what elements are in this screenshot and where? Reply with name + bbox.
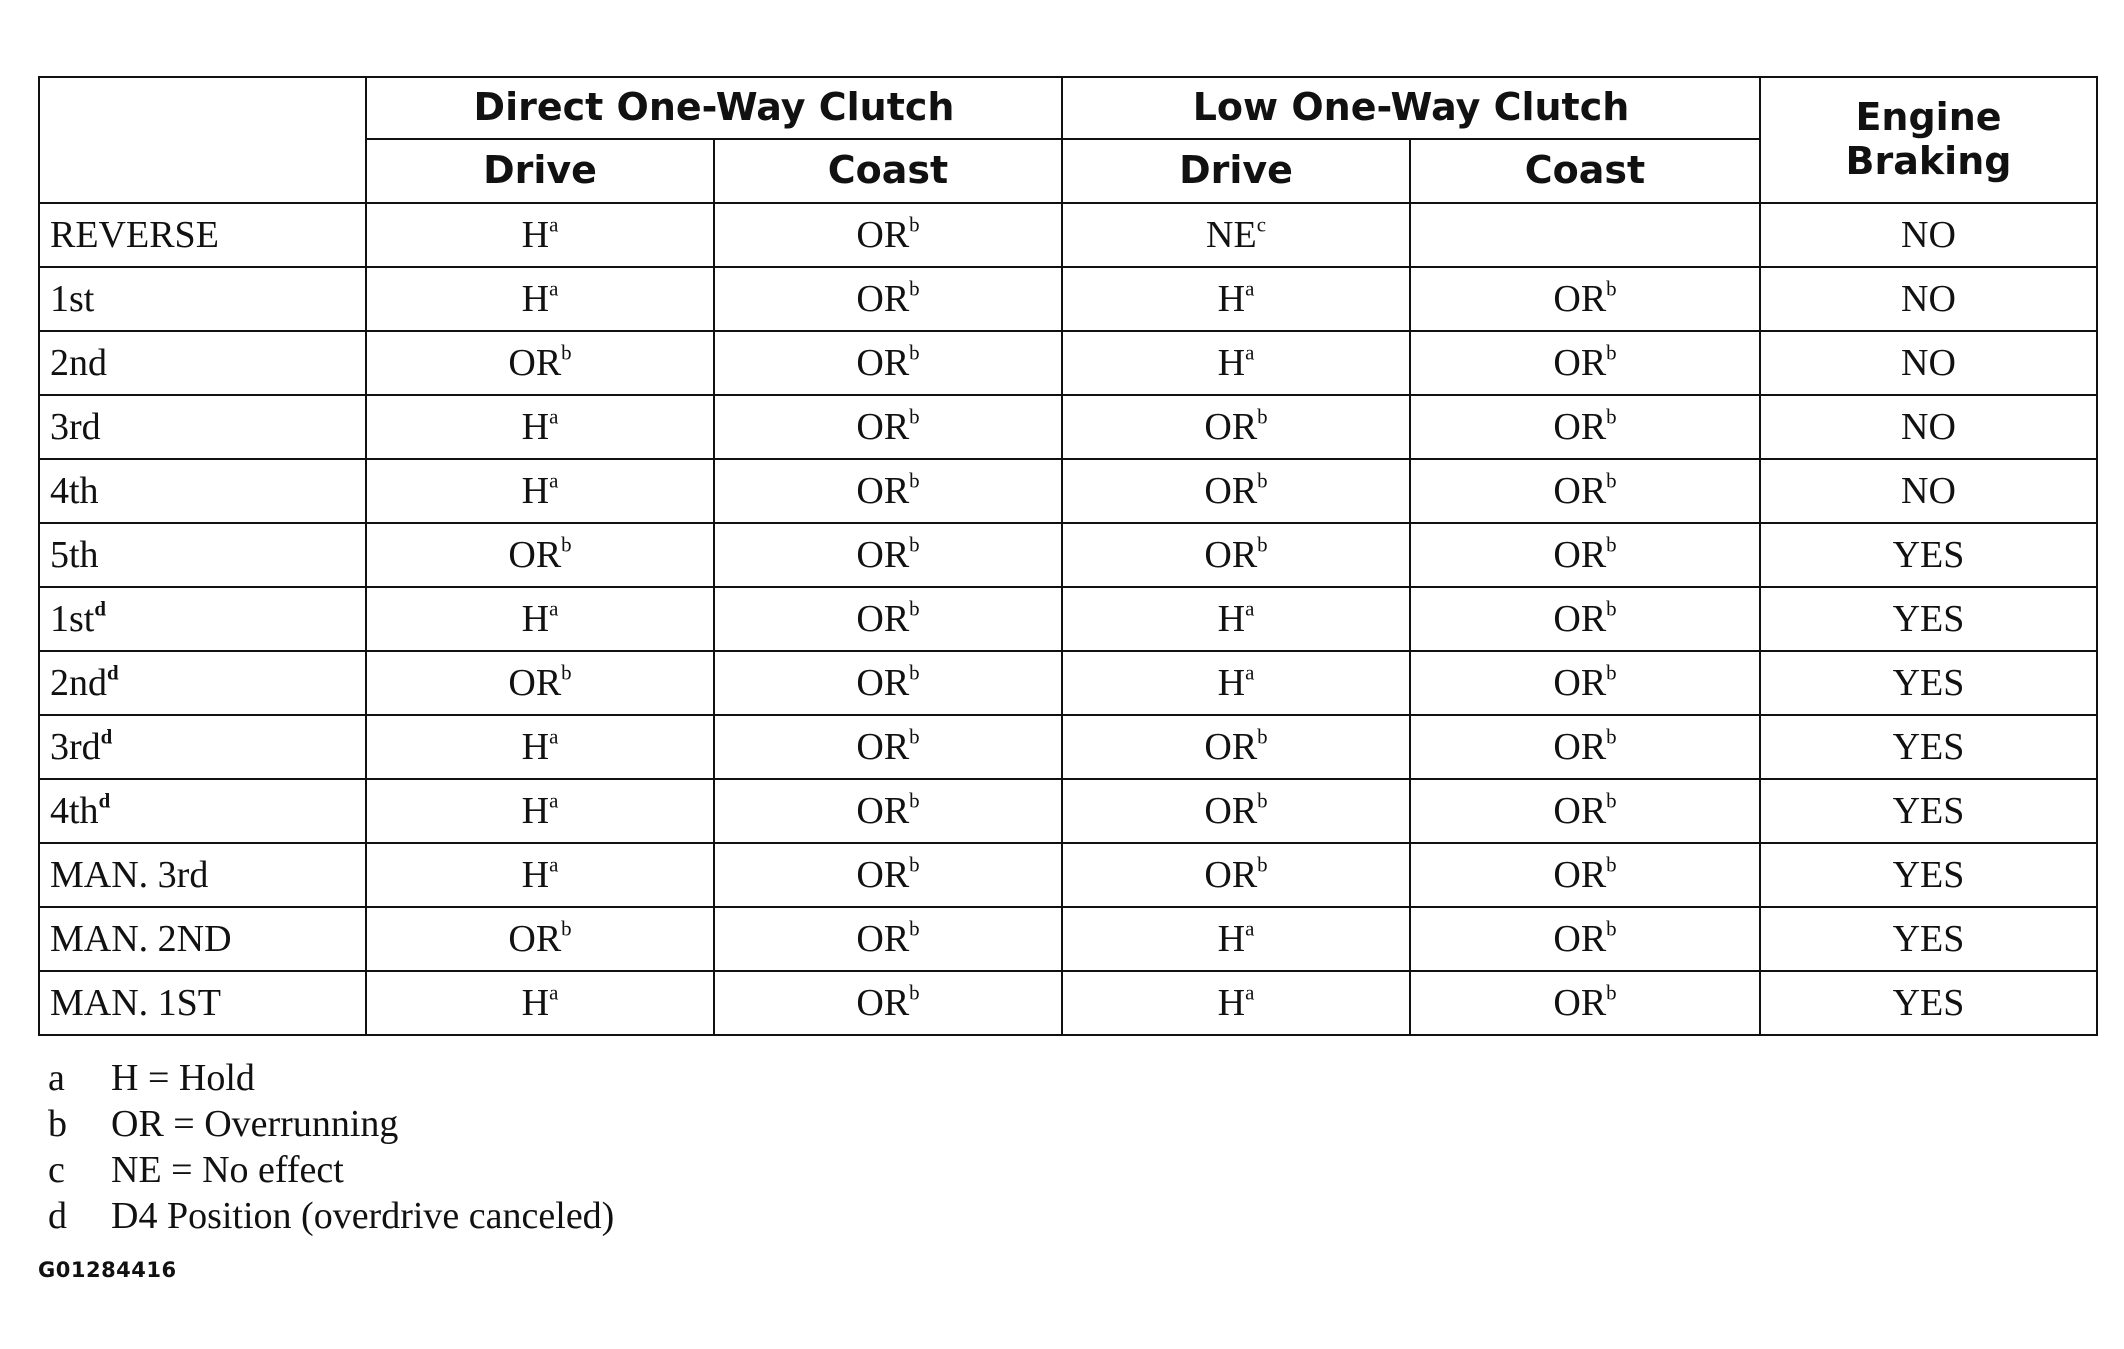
row-label-value: 4th: [50, 790, 99, 832]
footnote-marker: b: [909, 468, 920, 493]
low-coast-cell: [1410, 395, 1760, 459]
engine-braking-cell: [1760, 459, 2097, 523]
low-coast-cell: [1410, 971, 1760, 1035]
footnote-marker: d: [107, 660, 119, 685]
header-direct-coast: Coast: [714, 139, 1062, 203]
footnote-marker: a: [549, 468, 559, 493]
direct-drive-value: H: [521, 726, 550, 768]
low-coast-value: OR: [1553, 982, 1607, 1024]
row-label-cell: [39, 459, 366, 523]
header-low-coast: Coast: [1410, 139, 1760, 203]
engine-braking-cell: [1760, 587, 2097, 651]
footnote-marker: b: [1606, 340, 1617, 365]
legend-key: d: [48, 1195, 67, 1237]
low-drive-value: NE: [1206, 214, 1257, 256]
footnote-marker: a: [549, 724, 559, 749]
low-drive-cell: [1062, 267, 1410, 331]
low-drive-cell: [1062, 779, 1410, 843]
row-label-value: 4th: [50, 470, 99, 512]
row-label-cell: [39, 779, 366, 843]
row-label-cell: [39, 267, 366, 331]
engine-braking-cell: [1760, 331, 2097, 395]
engine-braking-value: NO: [1901, 278, 1956, 320]
row-label-value: 1st: [50, 598, 95, 640]
direct-drive-value: OR: [508, 662, 562, 704]
footnote-marker: b: [561, 532, 572, 557]
low-drive-cell: [1062, 843, 1410, 907]
direct-drive-cell: [366, 587, 714, 651]
low-drive-value: H: [1217, 982, 1246, 1024]
footnote-marker: a: [1245, 276, 1255, 301]
table-row: [39, 587, 2097, 651]
engine-braking-value: NO: [1901, 470, 1956, 512]
low-coast-cell: [1410, 523, 1760, 587]
footnote-marker: a: [549, 980, 559, 1005]
legend-item: [48, 1101, 614, 1147]
direct-drive-cell: [366, 651, 714, 715]
row-label-value: 3rd: [50, 406, 101, 448]
footnote-marker: b: [909, 724, 920, 749]
direct-drive-cell: [366, 395, 714, 459]
direct-coast-cell: [714, 331, 1062, 395]
direct-coast-cell: [714, 907, 1062, 971]
engine-braking-value: NO: [1901, 406, 1956, 448]
low-drive-cell: [1062, 331, 1410, 395]
direct-coast-cell: [714, 779, 1062, 843]
footnote-marker: b: [909, 276, 920, 301]
row-label-value: MAN. 1ST: [50, 982, 222, 1024]
row-label-value: MAN. 2ND: [50, 918, 232, 960]
low-coast-value: OR: [1553, 598, 1607, 640]
low-coast-cell: [1410, 715, 1760, 779]
direct-coast-cell: [714, 267, 1062, 331]
low-drive-value: H: [1217, 342, 1246, 384]
low-coast-value: OR: [1553, 342, 1607, 384]
footnote-marker: b: [1606, 276, 1617, 301]
row-label-value: MAN. 3rd: [50, 854, 209, 896]
low-drive-value: OR: [1204, 790, 1258, 832]
footnote-marker: a: [1245, 596, 1255, 621]
engine-braking-cell: [1760, 523, 2097, 587]
footnote-marker: d: [100, 724, 113, 749]
footnote-marker: a: [549, 276, 559, 301]
direct-drive-value: H: [521, 790, 550, 832]
engine-braking-value: YES: [1892, 918, 1965, 960]
table-row: [39, 971, 2097, 1035]
direct-drive-cell: [366, 267, 714, 331]
footnote-marker: b: [909, 788, 920, 813]
engine-braking-cell: [1760, 715, 2097, 779]
header-engine-braking-line1: Engine: [1855, 95, 2002, 140]
footnote-marker: b: [909, 852, 920, 877]
table-row: [39, 459, 2097, 523]
direct-drive-cell: [366, 459, 714, 523]
figure-id: G01284416: [38, 1258, 177, 1282]
low-drive-cell: [1062, 395, 1410, 459]
footnote-marker: a: [1245, 980, 1255, 1005]
direct-drive-value: H: [521, 470, 550, 512]
direct-coast-value: OR: [856, 662, 910, 704]
table-row: [39, 651, 2097, 715]
direct-coast-value: OR: [856, 534, 910, 576]
engine-braking-cell: [1760, 651, 2097, 715]
low-drive-cell: [1062, 459, 1410, 523]
direct-coast-cell: [714, 523, 1062, 587]
footnote-marker: b: [1257, 532, 1268, 557]
row-label-value: 2nd: [50, 342, 107, 384]
engine-braking-cell: [1760, 843, 2097, 907]
low-drive-value: H: [1217, 278, 1246, 320]
engine-braking-value: YES: [1892, 726, 1965, 768]
footnote-marker: b: [1606, 532, 1617, 557]
table-row: [39, 715, 2097, 779]
footnote-marker: b: [1606, 788, 1617, 813]
footnote-marker: b: [909, 980, 920, 1005]
low-drive-value: H: [1217, 662, 1246, 704]
engine-braking-value: YES: [1892, 854, 1965, 896]
row-label-value: 3rd: [50, 726, 101, 768]
footnote-marker: b: [1257, 404, 1268, 429]
low-coast-cell: [1410, 267, 1760, 331]
footnote-marker: b: [909, 532, 920, 557]
header-engine-braking: [1760, 77, 2097, 203]
header-engine-braking-line2: Braking: [1845, 139, 2012, 183]
legend-text: OR = Overrunning: [111, 1103, 399, 1145]
engine-braking-cell: [1760, 203, 2097, 267]
row-label-value: REVERSE: [50, 214, 219, 256]
low-drive-value: OR: [1204, 406, 1258, 448]
engine-braking-cell: [1760, 971, 2097, 1035]
legend-key: b: [48, 1103, 67, 1145]
footnote-marker: b: [1606, 660, 1617, 685]
table-row: [39, 267, 2097, 331]
engine-braking-cell: [1760, 779, 2097, 843]
header-direct-one-way-clutch: Direct One-Way Clutch: [366, 77, 1062, 139]
direct-coast-value: OR: [856, 598, 910, 640]
table-body: [39, 203, 2097, 1035]
low-coast-value: OR: [1553, 662, 1607, 704]
clutch-engagement-table: [38, 76, 2098, 1036]
low-coast-value: OR: [1553, 790, 1607, 832]
direct-drive-value: OR: [508, 918, 562, 960]
footnote-marker: b: [561, 340, 572, 365]
footnote-marker: a: [549, 852, 559, 877]
low-drive-value: OR: [1204, 854, 1258, 896]
engine-braking-cell: [1760, 395, 2097, 459]
footnote-marker: b: [909, 916, 920, 941]
low-drive-value: OR: [1204, 470, 1258, 512]
table-row: [39, 843, 2097, 907]
footnote-marker: b: [561, 916, 572, 941]
footnote-marker: b: [909, 212, 920, 237]
header-low-drive: Drive: [1062, 139, 1410, 203]
table-row: [39, 395, 2097, 459]
engine-braking-value: NO: [1901, 342, 1956, 384]
corner-blank-cell: [39, 77, 366, 203]
direct-coast-cell: [714, 203, 1062, 267]
engine-braking-value: NO: [1901, 214, 1956, 256]
row-label-cell: [39, 907, 366, 971]
direct-coast-cell: [714, 843, 1062, 907]
footnote-marker: c: [1256, 212, 1266, 237]
footnote-marker: a: [1245, 916, 1255, 941]
engine-braking-cell: [1760, 267, 2097, 331]
direct-coast-cell: [714, 587, 1062, 651]
low-drive-value: H: [1217, 598, 1246, 640]
direct-drive-cell: [366, 971, 714, 1035]
row-label-cell: [39, 331, 366, 395]
low-coast-value: OR: [1553, 854, 1607, 896]
low-coast-cell: [1410, 779, 1760, 843]
direct-coast-value: OR: [856, 790, 910, 832]
row-label-cell: [39, 651, 366, 715]
row-label-cell: [39, 203, 366, 267]
low-coast-cell: [1410, 907, 1760, 971]
footnote-marker: a: [549, 596, 559, 621]
row-label-cell: [39, 395, 366, 459]
row-label-value: 5th: [50, 534, 99, 576]
table-row: [39, 203, 2097, 267]
legend-item: [48, 1055, 614, 1101]
low-coast-value: OR: [1553, 278, 1607, 320]
direct-drive-cell: [366, 331, 714, 395]
footnote-marker: b: [1606, 980, 1617, 1005]
direct-drive-value: H: [521, 406, 550, 448]
engine-braking-value: YES: [1892, 982, 1965, 1024]
row-label-value: 2nd: [50, 662, 107, 704]
direct-drive-value: OR: [508, 342, 562, 384]
footnote-marker: b: [1257, 724, 1268, 749]
footnote-marker: a: [1245, 340, 1255, 365]
footnote-marker: b: [909, 340, 920, 365]
row-label-cell: [39, 971, 366, 1035]
low-coast-cell: [1410, 843, 1760, 907]
footnote-marker: b: [561, 660, 572, 685]
footnote-marker: a: [549, 404, 559, 429]
direct-coast-value: OR: [856, 278, 910, 320]
header-direct-drive: Drive: [366, 139, 714, 203]
footnote-marker: a: [549, 212, 559, 237]
row-label-value: 1st: [50, 278, 95, 320]
low-coast-cell: [1410, 331, 1760, 395]
legend-text: D4 Position (overdrive canceled): [111, 1195, 615, 1237]
direct-coast-value: OR: [856, 342, 910, 384]
direct-drive-value: H: [521, 278, 550, 320]
low-drive-value: H: [1217, 918, 1246, 960]
low-drive-cell: [1062, 907, 1410, 971]
footnote-marker: b: [1606, 916, 1617, 941]
footnote-marker: a: [549, 788, 559, 813]
legend-text: H = Hold: [111, 1057, 255, 1099]
direct-drive-cell: [366, 907, 714, 971]
direct-drive-cell: [366, 203, 714, 267]
direct-coast-cell: [714, 395, 1062, 459]
direct-drive-value: H: [521, 598, 550, 640]
low-coast-value: OR: [1553, 406, 1607, 448]
table-row: [39, 779, 2097, 843]
engine-braking-value: YES: [1892, 662, 1965, 704]
direct-drive-value: OR: [508, 534, 562, 576]
low-coast-value: OR: [1553, 470, 1607, 512]
legend: [48, 1055, 614, 1239]
direct-drive-value: H: [521, 854, 550, 896]
footnote-marker: b: [1606, 404, 1617, 429]
footnote-marker: b: [1257, 852, 1268, 877]
footnote-marker: b: [909, 596, 920, 621]
low-coast-cell: [1410, 651, 1760, 715]
row-label-cell: [39, 587, 366, 651]
low-drive-value: OR: [1204, 726, 1258, 768]
legend-item: [48, 1147, 614, 1193]
direct-coast-cell: [714, 715, 1062, 779]
direct-coast-value: OR: [856, 726, 910, 768]
low-drive-cell: [1062, 715, 1410, 779]
direct-coast-cell: [714, 651, 1062, 715]
footnote-marker: b: [1606, 596, 1617, 621]
row-label-cell: [39, 843, 366, 907]
engine-braking-value: YES: [1892, 534, 1965, 576]
low-coast-cell: [1410, 587, 1760, 651]
legend-item: [48, 1193, 614, 1239]
low-drive-value: OR: [1204, 534, 1258, 576]
direct-coast-value: OR: [856, 214, 910, 256]
direct-drive-value: H: [521, 982, 550, 1024]
low-drive-cell: [1062, 651, 1410, 715]
direct-drive-cell: [366, 843, 714, 907]
low-drive-cell: [1062, 523, 1410, 587]
low-drive-cell: [1062, 203, 1410, 267]
footnote-marker: d: [94, 596, 106, 621]
direct-drive-cell: [366, 715, 714, 779]
table-row: [39, 523, 2097, 587]
footnote-marker: b: [909, 404, 920, 429]
low-coast-value: OR: [1553, 534, 1607, 576]
direct-drive-cell: [366, 523, 714, 587]
footnote-marker: b: [1257, 468, 1268, 493]
footnote-marker: b: [1606, 724, 1617, 749]
direct-coast-value: OR: [856, 406, 910, 448]
footnote-marker: b: [1606, 852, 1617, 877]
direct-coast-cell: [714, 971, 1062, 1035]
table-row: [39, 907, 2097, 971]
direct-coast-value: OR: [856, 470, 910, 512]
engine-braking-cell: [1760, 907, 2097, 971]
low-coast-cell: [1410, 459, 1760, 523]
low-coast-cell: [1410, 203, 1760, 267]
direct-coast-value: OR: [856, 854, 910, 896]
row-label-cell: [39, 715, 366, 779]
low-drive-cell: [1062, 971, 1410, 1035]
low-coast-value: OR: [1553, 726, 1607, 768]
footnote-marker: d: [98, 788, 111, 813]
footnote-marker: b: [909, 660, 920, 685]
direct-coast-value: OR: [856, 982, 910, 1024]
engine-braking-value: YES: [1892, 598, 1965, 640]
direct-coast-cell: [714, 459, 1062, 523]
low-drive-cell: [1062, 587, 1410, 651]
footnote-marker: a: [1245, 660, 1255, 685]
direct-drive-value: H: [521, 214, 550, 256]
legend-key: c: [48, 1149, 65, 1191]
row-label-cell: [39, 523, 366, 587]
engine-braking-value: YES: [1892, 790, 1965, 832]
footnote-marker: b: [1606, 468, 1617, 493]
legend-text: NE = No effect: [111, 1149, 344, 1191]
footnote-marker: b: [1257, 788, 1268, 813]
direct-coast-value: OR: [856, 918, 910, 960]
low-coast-value: OR: [1553, 918, 1607, 960]
legend-key: a: [48, 1057, 65, 1099]
table-row: [39, 331, 2097, 395]
header-low-one-way-clutch: Low One-Way Clutch: [1062, 77, 1760, 139]
direct-drive-cell: [366, 779, 714, 843]
